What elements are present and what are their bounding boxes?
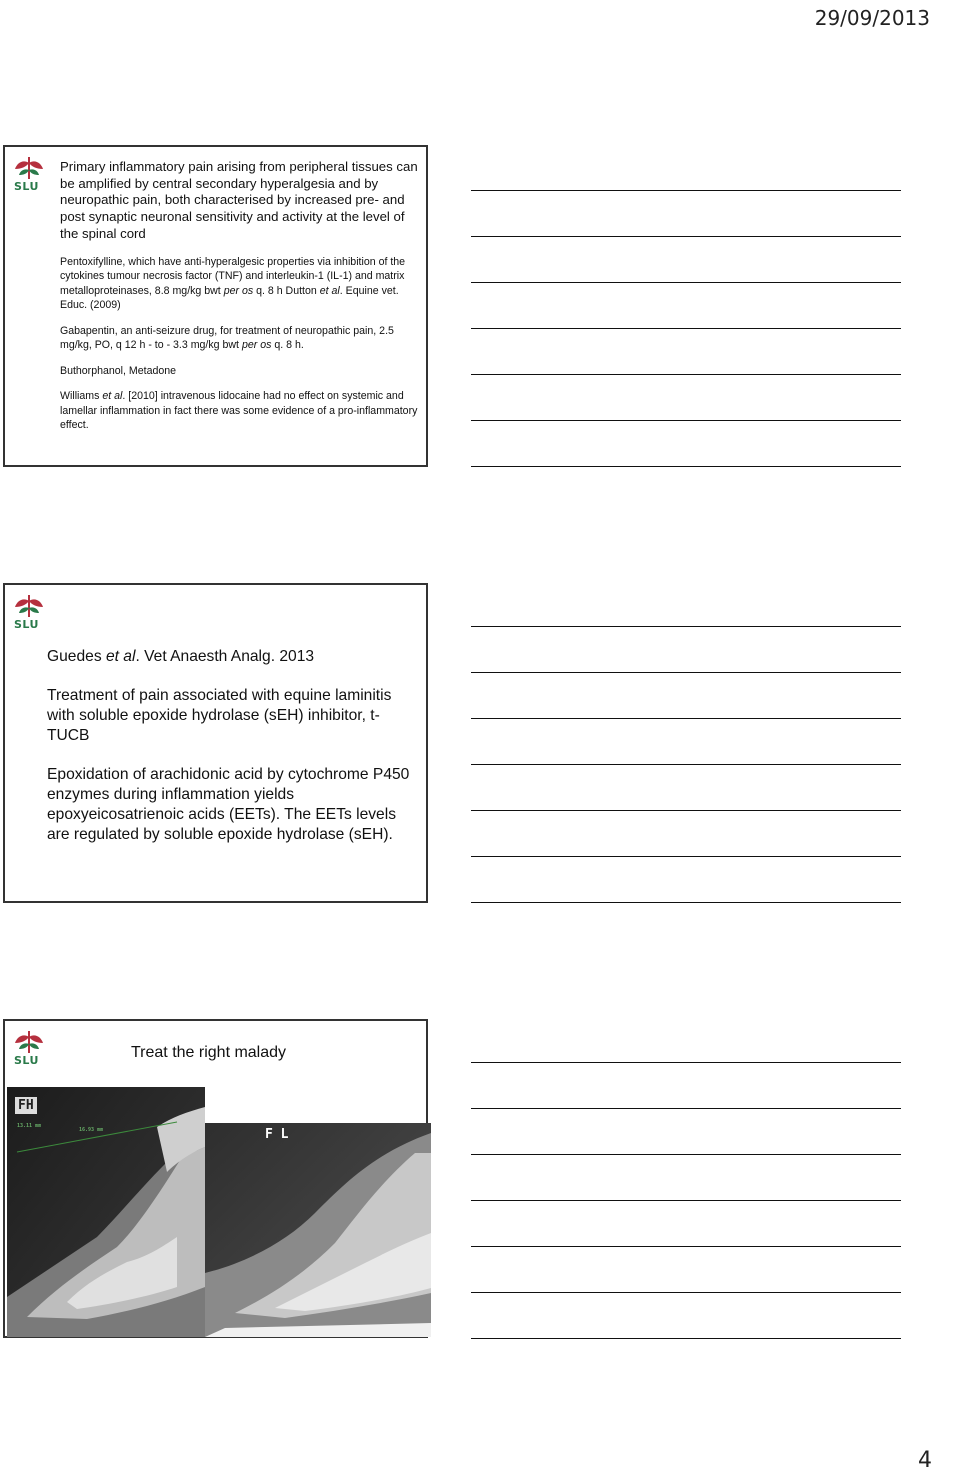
- note-line: [471, 810, 901, 811]
- note-line: [471, 626, 901, 627]
- slide-2: [3, 583, 428, 903]
- slu-logo: [11, 593, 51, 643]
- note-line: [471, 1154, 901, 1155]
- slide-1: [3, 145, 428, 467]
- note-line: [471, 1108, 901, 1109]
- treatment-paragraph: Treatment of pain associated with equine laminitis with soluble epoxide hydrolase (sEH) inhibitor, t-TUCB: [47, 687, 392, 744]
- note-line: [471, 328, 901, 329]
- pentoxifylline-paragraph: Pentoxifylline, which have anti-hyperalgesic properties via inhibition of the cytokines tumour necrosis factor (TNF) and interleukin-1 (IL-1) and matrix metalloproteinases, 8.8 mg/kg bwt per os q. 8 h Dutton et al. Equine vet. Educ. (2009): [60, 255, 406, 312]
- xray-label-fl: F L: [265, 1127, 289, 1142]
- note-line: [471, 1200, 901, 1201]
- logo-text: SLU: [14, 1054, 39, 1067]
- xray-label-fh: FH: [15, 1097, 37, 1114]
- note-line: [471, 1246, 901, 1247]
- note-line: [471, 466, 901, 467]
- williams-paragraph: Williams et al. [2010] intravenous lidocaine had no effect on systemic and lamellar inflammation in fact there was some evidence of a pro-inflammatory effect.: [60, 390, 418, 432]
- hoof-xray-left: [7, 1087, 205, 1337]
- slide-1-body: [60, 159, 424, 444]
- xray-measurement: 13.11 mm: [17, 1123, 42, 1129]
- note-line: [471, 420, 901, 421]
- slide-1-lead: Primary inflammatory pain arising from peripheral tissues can be amplified by central secondary hyperalgesia and by neuropathic pain, both characterised by increased pre- and post synaptic neuronal sensitivity and activity at the level of the spinal cord: [60, 159, 418, 241]
- epoxidation-paragraph: Epoxidation of arachidonic acid by cytochrome P450 enzymes during inflammation yields epoxyeicosatrienoic acids (EETs). The EETs levels are regulated by soluble epoxide hydrolase (sEH).: [47, 766, 410, 843]
- slu-logo: [11, 1029, 51, 1079]
- slu-logo: [11, 155, 51, 205]
- note-line: [471, 1338, 901, 1339]
- note-line: [471, 236, 901, 237]
- header-date: 29/09/2013: [814, 6, 930, 30]
- note-line: [471, 764, 901, 765]
- slide-3-title: Treat the right malady: [131, 1044, 287, 1061]
- note-line: [471, 190, 901, 191]
- logo-text: SLU: [14, 180, 39, 193]
- hoof-xray-right: [205, 1123, 431, 1337]
- note-line: [471, 902, 901, 903]
- note-line: [471, 282, 901, 283]
- slide-2-body: [47, 647, 422, 864]
- note-line: [471, 374, 901, 375]
- note-line: [471, 1062, 901, 1063]
- note-line: [471, 718, 901, 719]
- slide-3: [3, 1019, 428, 1338]
- guedes-reference: Guedes et al. Vet Anaesth Analg. 2013: [47, 648, 315, 665]
- note-line: [471, 1292, 901, 1293]
- logo-text: SLU: [14, 618, 39, 631]
- xray-measurement: 16.93 mm: [79, 1127, 104, 1133]
- note-line: [471, 856, 901, 857]
- note-line: [471, 672, 901, 673]
- gabapentin-paragraph: Gabapentin, an anti-seizure drug, for treatment of neuropathic pain, 2.5 mg/kg, PO, q 12 h - to - 3.3 mg/kg bwt per os q. 8 h.: [60, 324, 394, 352]
- buthorphanol-paragraph: Buthorphanol, Metadone: [60, 364, 177, 377]
- page-number: 4: [918, 1448, 932, 1473]
